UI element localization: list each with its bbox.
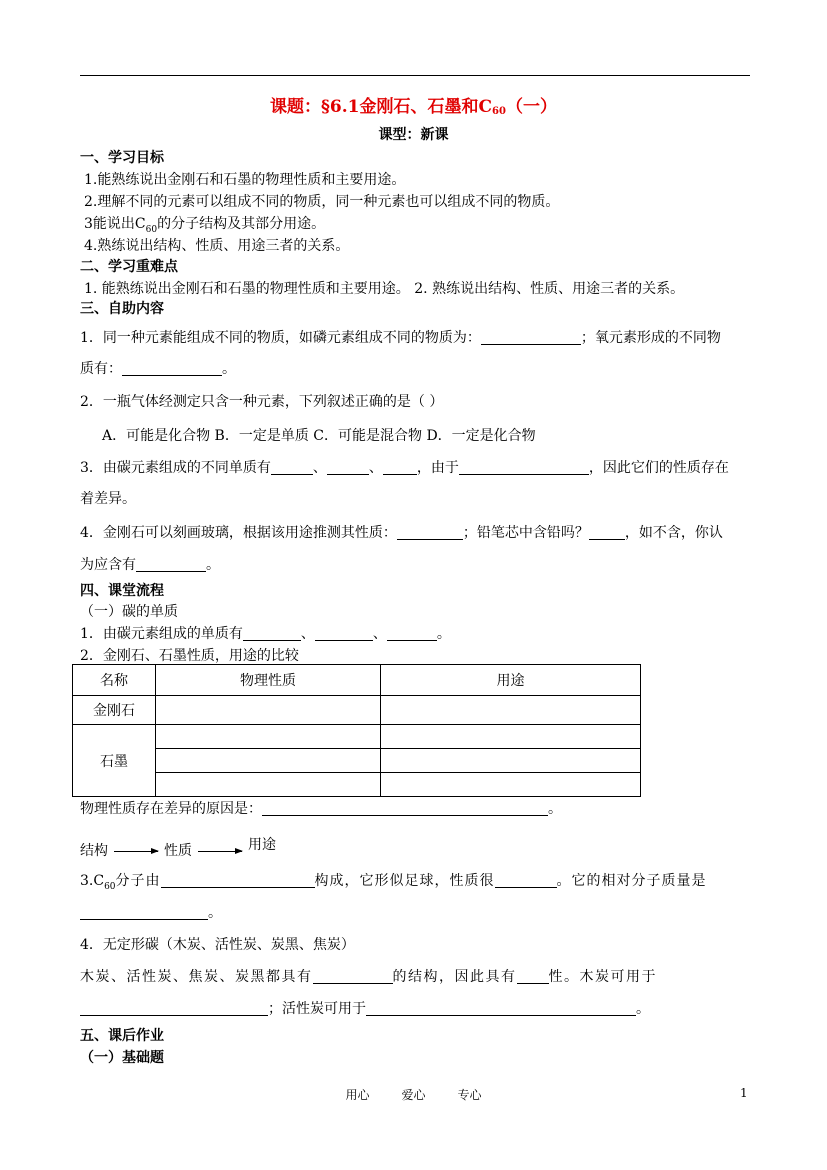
answer-blank[interactable] [366, 1001, 636, 1016]
lesson-type: 课型：新课 [378, 127, 449, 143]
answer-blank[interactable] [589, 525, 625, 540]
answer-blank[interactable] [517, 969, 549, 984]
subsection-basic: （一）基础题 [80, 1050, 164, 1066]
table-row [73, 749, 641, 773]
answer-blank[interactable] [80, 905, 208, 920]
table-cell[interactable] [156, 773, 381, 797]
answer-blank[interactable] [387, 626, 437, 641]
row-diamond-label: 金刚石 [73, 696, 156, 725]
table-cell[interactable] [381, 749, 641, 773]
answer-blank[interactable] [243, 626, 301, 641]
table-header-row [73, 665, 641, 696]
comparison-table [72, 664, 641, 797]
page-footer: 用心 爱心 专心 [345, 1088, 482, 1102]
key-points: 1. 能熟练说出金刚石和石墨的物理性质和主要用途。 2. 熟练说出结构、性质、用途三者的关系。 [84, 281, 685, 297]
table-cell[interactable] [381, 773, 641, 797]
section-2-heading: 二、学习重难点 [80, 259, 178, 275]
header-name: 名称 [73, 665, 156, 696]
header-uses: 用途 [381, 665, 641, 696]
answer-blank[interactable] [313, 969, 393, 984]
c60-line-1: $3.C_{60}$分子由 构成，它形似足球，性质很 。它的相对分子质量是 [80, 873, 707, 892]
answer-blank[interactable] [262, 801, 548, 816]
table-cell[interactable] [381, 725, 641, 749]
reason-line: 物理性质存在差异的原因是： 。 [80, 801, 562, 817]
page-number: 1 [740, 1086, 748, 1100]
point-4: 4．无定形碳（木炭、活性炭、炭黑、焦炭） [80, 937, 355, 953]
question-1-line-2: 质有： 。 [80, 361, 236, 377]
section-5-heading: 五、课后作业 [80, 1028, 164, 1044]
point-2: 2．金刚石、石墨性质，用途的比较 [80, 648, 299, 664]
subsection-carbon-elements: （一）碳的单质 [80, 604, 178, 620]
answer-blank[interactable] [136, 557, 206, 572]
arrow-icon [198, 851, 242, 852]
objective-4: 4.熟练说出结构、性质、用途三者的关系。 [84, 238, 350, 254]
answer-blank[interactable] [481, 330, 581, 345]
objective-1: 1.能熟练说出金刚石和石墨的物理性质和主要用途。 [84, 172, 406, 188]
point-1: 1．由碳元素组成的单质有 、 、 。 [80, 626, 451, 642]
question-1-line-1: 1．同一种元素能组成不同的物质，如磷元素组成不同的物质为： ；氧元素形成的不同物 [80, 330, 721, 346]
header-physical-properties: 物理性质 [156, 665, 381, 696]
question-4-line-2: 为应含有 。 [80, 557, 220, 573]
table-cell[interactable] [156, 696, 381, 725]
question-4-line-1: 4．金刚石可以刻画玻璃，根据该用途推测其性质： ；铅笔芯中含铅吗？ ，如不含，你认 [80, 525, 723, 541]
section-4-heading: 四、课堂流程 [80, 583, 164, 599]
c60-line-2: 。 [80, 902, 222, 922]
answer-blank[interactable] [271, 460, 313, 475]
page-title: 课题：§6.1金刚石、石墨和$C_{60}$（一） [270, 97, 557, 117]
table-cell[interactable] [156, 725, 381, 749]
table-row [73, 696, 641, 725]
question-2-options: A．可能是化合物 B．一定是单质 C．可能是混合物 D．一定是化合物 [102, 428, 536, 444]
table-cell[interactable] [156, 749, 381, 773]
objective-3: 3能说出$C_{60}$的分子结构及其部分用途。 [84, 216, 326, 235]
answer-blank[interactable] [397, 525, 463, 540]
answer-blank[interactable] [459, 460, 589, 475]
question-3-line-1: 3．由碳元素组成的不同单质有 、 、 ，由于 ，因此它们的性质存在 [80, 460, 729, 476]
table-row [73, 725, 641, 749]
amorphous-carbon-line-1: 木炭、活性炭、焦炭、炭黑都具有 的结构，因此具有 性。木炭可用于 [80, 969, 657, 985]
structure-flow: 结构 性质 用途 [80, 837, 276, 859]
question-3-line-2: 着差异。 [80, 491, 136, 507]
answer-blank[interactable] [122, 361, 222, 376]
answer-blank[interactable] [80, 1001, 268, 1016]
table-cell[interactable] [381, 696, 641, 725]
section-3-heading: 三、自助内容 [80, 301, 164, 317]
section-1-heading: 一、学习目标 [80, 150, 164, 166]
answer-blank[interactable] [161, 873, 315, 888]
table-row [73, 773, 641, 797]
header-rule [80, 75, 750, 76]
amorphous-carbon-line-2: ；活性炭可用于 。 [80, 998, 650, 1018]
row-graphite-label: 石墨 [73, 725, 156, 797]
answer-blank[interactable] [327, 460, 369, 475]
answer-blank[interactable] [495, 873, 557, 888]
objective-2: 2.理解不同的元素可以组成不同的物质，同一种元素也可以组成不同的物质。 [84, 194, 560, 210]
answer-blank[interactable] [383, 460, 417, 475]
arrow-icon [114, 851, 158, 852]
question-2: 2．一瓶气体经测定只含一种元素，下列叙述正确的是（ ） [80, 394, 444, 410]
answer-blank[interactable] [315, 626, 373, 641]
